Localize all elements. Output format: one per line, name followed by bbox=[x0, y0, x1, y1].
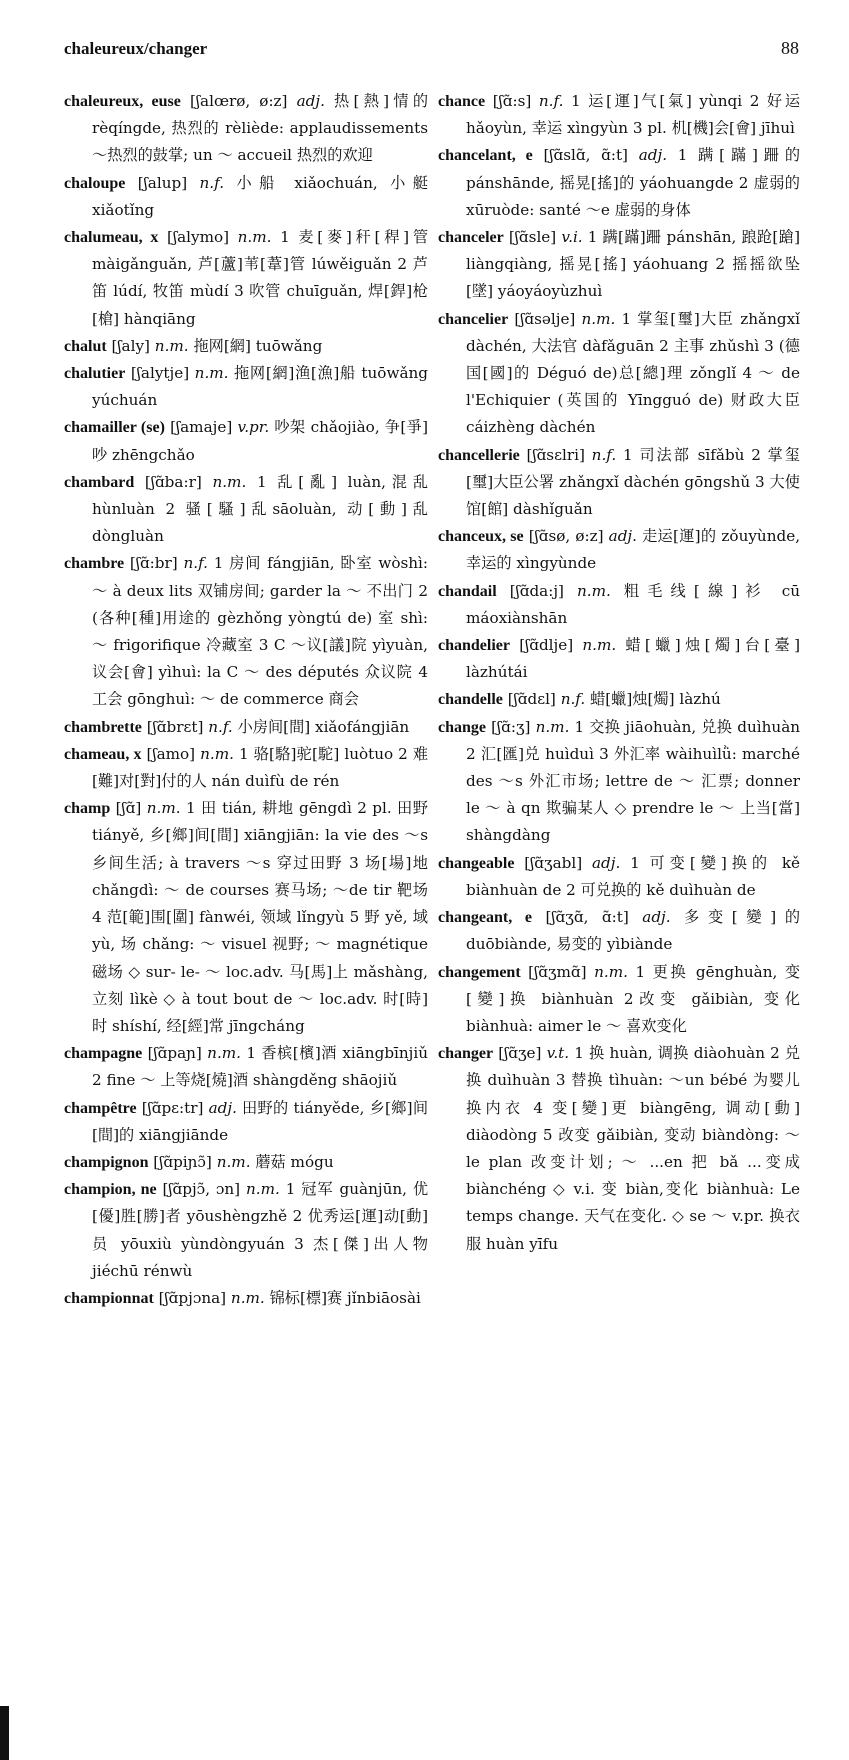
entry-part-of-speech: n.m. bbox=[582, 636, 617, 655]
entry-definition: 锦标[標]赛 jǐnbiāosài bbox=[269, 1288, 421, 1307]
entry-definition: 粗毛线[線]衫 cū máoxiànshān bbox=[466, 581, 801, 627]
entry-definition: 田野的 tiányěde, 乡[鄉]间[間]的 xiāngjiānde bbox=[92, 1098, 429, 1144]
entry-headword: changement bbox=[438, 963, 521, 981]
entry-headword: chanceux, se bbox=[438, 528, 524, 546]
entry-headword: change bbox=[438, 718, 486, 736]
entry-part-of-speech: v.t. bbox=[546, 1044, 570, 1063]
entry-part-of-speech: n.f. bbox=[208, 717, 233, 736]
entry-headword: chambard bbox=[64, 473, 135, 491]
entry-pronunciation: [ʃɑ̃paɲ] bbox=[147, 1044, 202, 1063]
entry-part-of-speech: adj. bbox=[608, 527, 637, 546]
entry-headword: chalumeau, x bbox=[64, 229, 159, 247]
entry-definition: 1 蹒[蹣]跚的 pánshānde, 摇晃[搖]的 yáohuangde 2 虚弱的 xūruòde: santé ～e 虚弱的身体 bbox=[466, 146, 801, 219]
dictionary-entry bbox=[64, 333, 428, 360]
entry-part-of-speech: n.f. bbox=[183, 554, 208, 573]
entry-pronunciation: [ʃaly] bbox=[111, 336, 150, 355]
entry-part-of-speech: n.m. bbox=[581, 309, 616, 328]
dictionary-entry bbox=[438, 850, 800, 904]
entry-part-of-speech: n.m. bbox=[146, 799, 181, 818]
entry-pronunciation: [ʃɑ̃da:j] bbox=[509, 581, 564, 600]
dictionary-entry bbox=[64, 714, 428, 741]
left-column bbox=[64, 88, 428, 1730]
entry-definition: 蜡[蠟]烛[燭]台[臺] làzhútái bbox=[466, 636, 800, 682]
entry-part-of-speech: adj. bbox=[642, 908, 671, 927]
entry-definition: 1 运[運]气[氣] yùnqi 2 好运 hǎoyùn, 幸运 xìngyùn 3 pl. 机[機]会[會] jīhuì bbox=[466, 92, 801, 138]
dictionary-entry bbox=[438, 88, 800, 142]
page-header bbox=[64, 38, 799, 68]
entry-headword: chaloupe bbox=[64, 174, 126, 192]
entry-headword: chalutier bbox=[64, 365, 126, 383]
entry-definition: 1 更换 gēnghuàn, 变[變]换 biànhuàn 2改变 gǎibiàn, 变化 biànhuà: aimer le ～ 喜欢变化 bbox=[466, 962, 801, 1035]
entry-definition: 蘑菇 mógu bbox=[255, 1152, 334, 1171]
entry-part-of-speech: adj. bbox=[591, 853, 621, 872]
entry-pronunciation: [ʃɑ̃dɛl] bbox=[507, 690, 556, 709]
guide-words: chaleureux/changer bbox=[64, 39, 208, 58]
entry-pronunciation: [ʃɑ̃dlje] bbox=[519, 636, 574, 655]
entry-definition: 1 乱[亂] luàn,混乱 hùnluàn 2 骚[騷]乱sāoluàn, 动[動]乱 dòngluàn bbox=[92, 472, 429, 546]
entry-part-of-speech: n.m. bbox=[577, 581, 611, 600]
entry-headword: chanceler bbox=[438, 229, 504, 247]
page-number: 88 bbox=[781, 38, 799, 58]
dictionary-entry bbox=[438, 224, 800, 306]
entry-headword: chameau, x bbox=[64, 745, 142, 763]
entry-part-of-speech: v.i. bbox=[561, 228, 583, 247]
entry-pronunciation: [ʃɑ̃:br] bbox=[129, 554, 178, 573]
entry-part-of-speech: n.m. bbox=[194, 364, 229, 383]
dictionary-entry bbox=[438, 1040, 800, 1258]
dictionary-entry bbox=[64, 414, 428, 468]
right-column bbox=[438, 88, 800, 1730]
entry-definition: 多变[變]的 duōbiànde, 易变的 yìbiànde bbox=[466, 908, 801, 954]
entry-headword: chambrette bbox=[64, 718, 142, 736]
entry-pronunciation: [ʃalymo] bbox=[167, 228, 230, 247]
entry-definition: 小房间[間] xiǎofángjiān bbox=[237, 717, 410, 736]
entry-part-of-speech: n.m. bbox=[230, 1288, 265, 1307]
entry-headword: chancelant, e bbox=[438, 147, 533, 165]
entry-headword: champagne bbox=[64, 1045, 143, 1063]
dictionary-entry bbox=[64, 741, 428, 795]
entry-pronunciation: [ʃɑ̃pjɔ̃, ɔn] bbox=[162, 1180, 241, 1199]
entry-part-of-speech: n.f. bbox=[199, 173, 225, 192]
entry-part-of-speech: n.f. bbox=[560, 690, 586, 709]
entry-definition: 1 香槟[檳]酒 xiāngbīnjiǔ 2 fine ～ 上等烧[燒]酒 shàngděng shāojiǔ bbox=[92, 1044, 429, 1090]
entry-headword: chance bbox=[438, 93, 486, 110]
entry-headword: chancellerie bbox=[438, 446, 520, 464]
entry-part-of-speech: v.pr. bbox=[237, 418, 270, 437]
dictionary-entry bbox=[64, 1285, 428, 1312]
entry-definition: 1 蹒[蹣]跚 pánshān, 踉跄[蹌] liàngqiàng, 摇晃[搖] yáohuang 2 摇摇欲坠[墜] yáoyáoyùzhuì bbox=[466, 228, 801, 301]
entry-part-of-speech: n.f. bbox=[591, 445, 617, 464]
entry-definition: 吵架 chǎojiào, 争[爭]吵 zhēngchǎo bbox=[92, 418, 429, 464]
entry-part-of-speech: n.m. bbox=[200, 744, 234, 763]
entry-pronunciation: [ʃɑ̃sɛlri] bbox=[526, 445, 585, 464]
entry-pronunciation: [ʃɑ̃piɲɔ̃] bbox=[153, 1152, 212, 1171]
dictionary-entry bbox=[438, 442, 800, 524]
entry-definition: 1 房间 fángjiān, 卧室 wòshì: ～ à deux lits 双铺房间; garder la ～ 不出门 2 (各种[種]用途的 gèzhǒng yòngtú de) 室 shì: ～ frigorifique 冷藏室 3 C ～议[議]院 yìyuàn, 议会[會] yìhuì: la C ～ des députés 众议院 4 工会 gōnghuì: ～ de commerce 商会 bbox=[92, 554, 429, 709]
entry-headword: champion, ne bbox=[64, 1181, 157, 1199]
entry-pronunciation: [ʃɑ̃səlje] bbox=[514, 309, 576, 328]
entry-headword: changer bbox=[438, 1045, 494, 1063]
dictionary-entry bbox=[64, 224, 428, 333]
entry-pronunciation: [ʃɑ̃brɛt] bbox=[146, 717, 204, 736]
dictionary-entry bbox=[438, 306, 800, 442]
dictionary-entry bbox=[438, 632, 800, 686]
entry-definition: 1 掌玺[璽]大臣 zhǎngxǐ dàchén, 大法官 dàfǎguān 2 主事 zhǔshì 3 (德国[國]的 Déguó de)总[總]理 zǒnglǐ 4 ～ de l'Echiquier (英国的 Yīngguó de) 财政大臣 cáizhèng dàchén bbox=[466, 309, 800, 437]
dictionary-entry bbox=[438, 714, 800, 850]
entry-definition: 拖网[網] tuōwǎng bbox=[193, 336, 323, 355]
entry-headword: chaleureux, euse bbox=[64, 93, 181, 110]
entry-part-of-speech: n.f. bbox=[538, 92, 564, 110]
entry-pronunciation: [ʃɑ̃sø, ø:z] bbox=[528, 527, 604, 546]
entry-pronunciation: [ʃɑ̃sle] bbox=[508, 228, 557, 247]
entry-pronunciation: [ʃɑ̃] bbox=[115, 799, 142, 818]
entry-definition: 1 麦[麥]秆[稈]管 màigǎnguǎn, 芦[蘆]苇[葦]管 lúwěiguǎn 2 芦笛 lúdí, 牧笛 mùdí 3 吹管 chuīguǎn, 焊[銲]枪[槍] hànqiāng bbox=[92, 228, 429, 328]
entry-headword: champ bbox=[64, 800, 111, 818]
entry-pronunciation: [ʃɑ̃slɑ̃, ɑ̃:t] bbox=[543, 146, 628, 165]
entry-definition: 拖网[網]渔[漁]船 tuōwǎng yúchuán bbox=[92, 364, 428, 410]
dictionary-entry bbox=[64, 469, 428, 551]
entry-headword: chandelier bbox=[438, 637, 510, 655]
entry-headword: chambre bbox=[64, 555, 125, 573]
entry-pronunciation: [ʃɑ̃:ʒ] bbox=[491, 717, 531, 736]
entry-part-of-speech: n.m. bbox=[212, 472, 247, 491]
entry-headword: chandelle bbox=[438, 691, 503, 709]
dictionary-entry bbox=[438, 523, 800, 577]
entry-headword: chalut bbox=[64, 337, 107, 355]
dictionary-entry bbox=[438, 142, 800, 224]
entry-pronunciation: [ʃalytje] bbox=[130, 364, 190, 383]
entry-part-of-speech: n.m. bbox=[594, 962, 628, 981]
entry-pronunciation: [ʃɑ̃:s] bbox=[492, 92, 532, 110]
entry-headword: changeable bbox=[438, 854, 515, 872]
dictionary-entry bbox=[64, 795, 428, 1040]
entry-part-of-speech: adj. bbox=[208, 1098, 237, 1117]
entry-pronunciation: [ʃɑ̃ʒabl] bbox=[524, 853, 583, 872]
dictionary-entry bbox=[64, 1095, 428, 1149]
dictionary-entry bbox=[438, 959, 800, 1041]
entry-pronunciation: [ʃɑ̃ʒe] bbox=[498, 1044, 542, 1063]
entry-definition: 1 冠军 guànjūn, 优[優]胜[勝]者 yōushèngzhě 2 优秀运[運]动[動]员 yōuxiù yùndòngyuán 3 杰[傑]出人物 jiéchū rénwù bbox=[92, 1180, 429, 1280]
entry-pronunciation: [ʃɑ̃ba:r] bbox=[144, 472, 202, 491]
entry-part-of-speech: n.m. bbox=[207, 1044, 242, 1063]
dictionary-entry bbox=[438, 904, 800, 958]
dictionary-entry bbox=[64, 88, 428, 170]
entry-headword: changeant, e bbox=[438, 909, 532, 927]
entry-definition: 热[熱]情的 rèqíngde, 热烈的 rèliède: applaudissements ～热烈的鼓掌; un ～ accueil 热烈的欢迎 bbox=[92, 92, 429, 165]
dictionary-entry bbox=[64, 1176, 428, 1285]
entry-part-of-speech: n.m. bbox=[237, 228, 272, 247]
entry-pronunciation: [ʃɑ̃pɛ:tr] bbox=[141, 1098, 204, 1117]
entry-pronunciation: [ʃamaje] bbox=[170, 418, 233, 437]
entry-part-of-speech: adj. bbox=[296, 92, 325, 110]
entry-definition: 1 换 huàn, 调换 diàohuàn 2 兑换 duìhuàn 3 替换 tìhuàn: ～un bébé 为婴儿换内衣 4 变[變]更 biàngēng, 调动[動] diàodòng 5 改变 gǎibiàn, 变动 biàndòng: ～ le plan 改变计划; ～ ...en 把 bǎ ...变成 biànchéng ◇ v.i. 变 biàn,变化 biànhuà: Le temps change. 天气在变化. ◇ se ～ v.pr. 换衣服 huàn yīfu bbox=[466, 1044, 801, 1253]
entry-part-of-speech: n.m. bbox=[245, 1180, 280, 1199]
dictionary-entry bbox=[438, 686, 800, 713]
dictionary-entry bbox=[64, 170, 428, 224]
dictionary-entry bbox=[64, 1040, 428, 1094]
dictionary-entry bbox=[64, 360, 428, 414]
entry-definition: 1 可变[變]换的 kě biànhuàn de 2 可兑换的 kě duìhuàn de bbox=[466, 853, 801, 899]
dictionary-entry bbox=[64, 1149, 428, 1176]
entry-definition: 1 田 tián, 耕地 gēngdì 2 pl. 田野 tiányě, 乡[鄉]间[間] xiāngjiān: la vie des ～s 乡间生活; à travers ～s 穿过田野 3 场[場]地 chǎngdì: ～ de courses 赛马场; ～de tir 靶场 4 范[範]围[圍] fànwéi, 领域 lǐngyù 5 野 yě, 域 yù, 场 chǎng: ～ visuel 视野; ～ magnétique 磁场 ◇ sur- le- ～ loc.adv. 马[馬]上 mǎshàng, 立刻 lìkè ◇ à tout bout de ～ loc.adv. 时[時]时 shíshí, 经[經]常 jīngcháng bbox=[92, 799, 428, 1035]
entry-headword: champignon bbox=[64, 1153, 149, 1171]
entry-definition: 蜡[蠟]烛[燭] làzhú bbox=[590, 690, 721, 709]
entry-pronunciation: [ʃɑ̃ʒɑ̃, ɑ̃:t] bbox=[545, 908, 629, 927]
entry-pronunciation: [ʃɑ̃ʒmɑ̃] bbox=[528, 962, 587, 981]
entry-headword: champêtre bbox=[64, 1099, 137, 1117]
entry-definition: 1 司法部 sīfǎbù 2 掌玺[璽]大臣公署 zhǎngxǐ dàchén gōngshǔ 3 大使馆[館] dàshǐguǎn bbox=[466, 445, 800, 519]
page-edge-mark bbox=[0, 1706, 9, 1760]
entry-part-of-speech: n.m. bbox=[216, 1152, 251, 1171]
entry-headword: chamailler (se) bbox=[64, 419, 165, 437]
entry-pronunciation: [ʃalup] bbox=[137, 173, 188, 192]
entry-pronunciation: [ʃɑ̃pjɔna] bbox=[158, 1288, 227, 1307]
entry-part-of-speech: n.m. bbox=[154, 336, 189, 355]
entry-definition: 1 骆[駱]驼[駝] luòtuo 2 难[難]对[對]付的人 nán duìfù de rén bbox=[92, 744, 429, 791]
entry-definition: 1 交换 jiāohuàn, 兑换 duìhuàn 2 汇[匯]兑 huìduì 3 外汇率 wàihuìlǜ: marché des ～s 外汇市场; lettre de ～ 汇票; donner le ～ à qn 欺骗某人 ◇ prendre le ～ 上当[當] shàngdàng bbox=[466, 717, 801, 845]
entry-part-of-speech: adj. bbox=[638, 146, 668, 165]
entry-definition: 小船 xiǎochuán, 小艇 xiǎotǐng bbox=[92, 173, 428, 219]
dictionary-entry bbox=[438, 578, 800, 632]
entry-headword: chancelier bbox=[438, 310, 509, 328]
entry-pronunciation: [ʃalœrø, ø:z] bbox=[189, 92, 288, 110]
entry-pronunciation: [ʃamo] bbox=[146, 744, 196, 763]
entry-definition: 走运[運]的 zǒuyùnde, 幸运的 xìngyùnde bbox=[466, 527, 801, 573]
entry-part-of-speech: n.m. bbox=[535, 717, 570, 736]
dictionary-entry bbox=[64, 550, 428, 713]
entry-headword: championnat bbox=[64, 1289, 154, 1307]
entry-headword: chandail bbox=[438, 582, 497, 600]
